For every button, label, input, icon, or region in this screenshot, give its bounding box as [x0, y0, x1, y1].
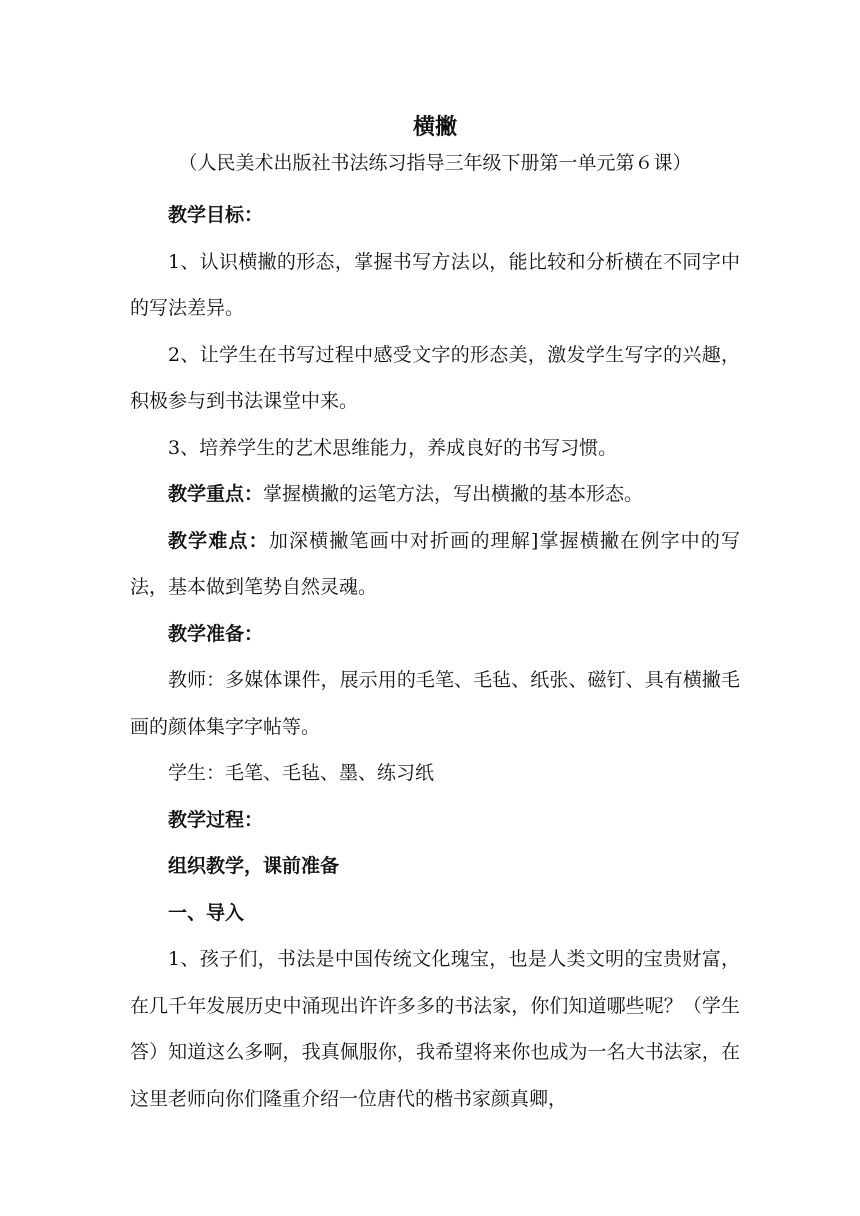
- student-preparation: 学生：毛笔、毛毡、墨、练习纸: [168, 762, 435, 784]
- key-points-label: 教学重点：: [168, 483, 264, 505]
- intro-paragraph: 1、孩子们，书法是中国传统文化瑰宝，也是人类文明的宝贵财富，在几千年发展历史中涌现出许许多多的书法家，你们知道哪些呢？（学生答）知道这么多啊，我真佩服你，我希望将来你也成为一名大书法家，在这里老师向你们隆重介绍一位唐代的楷书家颜真卿，: [130, 948, 740, 1110]
- difficulties-paragraph: [130, 518, 740, 611]
- section-heading: 一、导入: [168, 901, 245, 924]
- document-subtitle: （人民美术出版社书法练习指导三年级下册第一单元第６课）: [178, 152, 692, 174]
- document-title: 横撇: [412, 115, 457, 140]
- key-points-paragraph: [130, 471, 740, 518]
- organize-heading: 组织教学，课前准备: [168, 855, 340, 877]
- objective-item: 2、让学生在书写过程中感受文字的形态美，激发学生写字的兴趣，积极参与到书法课堂中来。: [130, 343, 740, 412]
- process-heading: 教学过程：: [168, 808, 264, 831]
- document-page: [130, 108, 740, 1122]
- objectives-heading: 教学目标：: [168, 204, 264, 226]
- difficulties-label: 教学难点：: [168, 529, 269, 552]
- key-points-text: 掌握横撇的运笔方法，写出横撇的基本形态。: [263, 483, 644, 505]
- preparation-heading: 教学准备：: [168, 622, 264, 645]
- objective-item: 1、认识横撇的形态，掌握书写方法以，能比较和分析横在不同字中的写法差异。: [130, 250, 740, 319]
- teacher-preparation: 教师：多媒体课件，展示用的毛笔、毛毡、纸张、磁钉、具有横撇毛画的颜体集字字帖等。: [130, 669, 740, 738]
- objective-item: 3、培养学生的艺术思维能力，养成良好的书写习惯。: [168, 436, 618, 459]
- difficulties-text: 加深横撇笔画中对折画的理解]掌握横撇在例字中的写法，基本做到笔势自然灵魂。: [130, 529, 740, 598]
